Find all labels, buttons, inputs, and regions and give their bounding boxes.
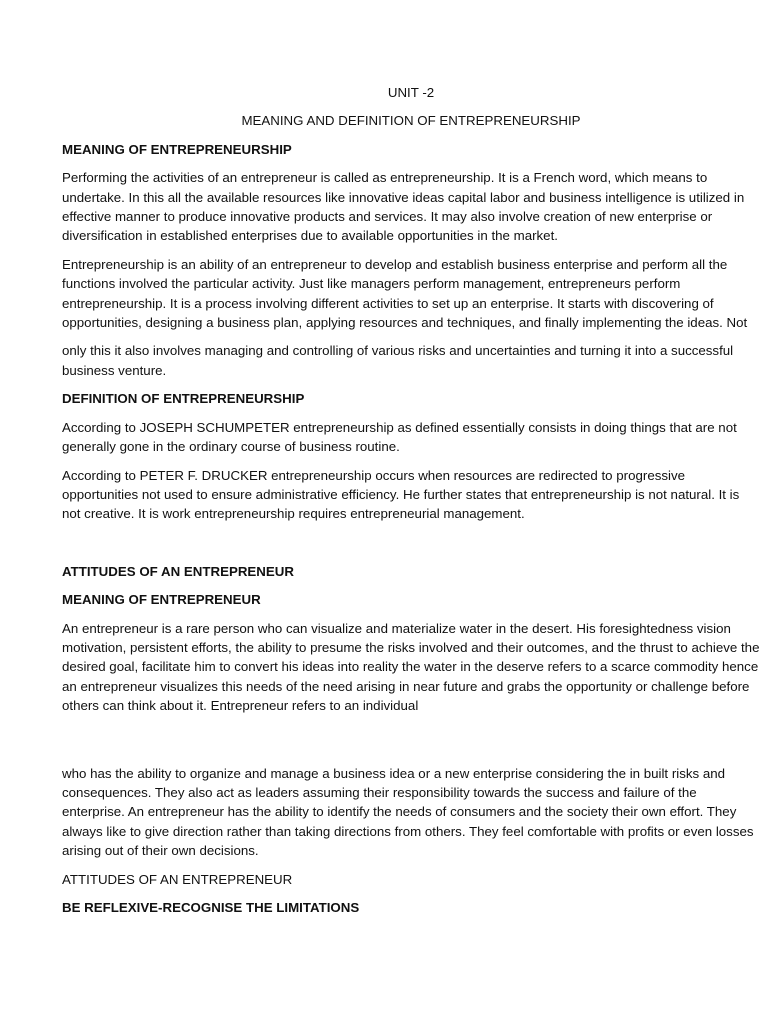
paragraph-definition-schumpeter: According to JOSEPH SCHUMPETER entrepreneurship as defined essentially consists in doing things that are not generally gone in the ordinary course of business routine.: [62, 419, 737, 455]
paragraph-meaning-2: Entrepreneurship is an ability of an entrepreneur to develop and establish business enterprise and perform all the functions involved the particular activity. Just like managers perform management, entrepreneurs perform entrepreneurship. It is a process involving different activities to set up an enterprise. It starts with discovering of opportunities, designing a business plan, applying resources and techniques, and finally implementing the ideas. Not: [62, 256, 748, 331]
heading-attitudes-of-an-entrepreneur: ATTITUDES OF AN ENTREPRENEUR: [62, 563, 294, 579]
unit-label: UNIT -2: [387, 85, 435, 100]
paragraph-definition-drucker: According to PETER F. DRUCKER entrepreneurship occurs when resources are redirected to progressive opportunities not used to ensure administrative efficiency. He further states that entrepreneurship is not natural. It is not creative. It is work entrepreneurship requires entrepreneurial management.: [62, 467, 740, 522]
heading-be-reflexive: BE REFLEXIVE-RECOGNISE THE LIMITATIONS: [62, 900, 360, 915]
paragraph-entrepreneur-2: who has the ability to organize and manage a business idea or a new enterprise considering the in built risks and consequences. They also act as leaders assuming their responsibility towards the success and failure of the enterprise. An entrepreneur has the ability to identify the needs of consumers and the society their own effort. They always like to give direction rather than taking directions from others. They feel comfortable with profits or even losses arising out of their own decisions.: [62, 765, 754, 859]
paragraph-meaning-1: Performing the activities of an entrepreneur is called as entrepreneurship. It is a French word, which means to undertake. In this all the available resources like innovative ideas capital labor and business intelligence is utilized in effective manner to produce innovative products and services. It may also involve creation of new enterprise or diversification in established enterprises due to available opportunities in the market.: [62, 170, 745, 244]
document-title: MEANING AND DEFINITION OF ENTREPRENEURSHIP: [241, 113, 581, 129]
paragraph-entrepreneur-1: An entrepreneur is a rare person who can visualize and materialize water in the desert. His foresightedness vision motivation, persistent efforts, the ability to presume the risks involved and their outcomes, and the thrust to achieve the desired goal, facilitate him to convert his ideas into reality the water in the deserve refers to a scarce commodity hence an entrepreneur visualizes this needs of the need arising in near future and grabs the opportunity or challenge before others can think about it. Entrepreneur refers to an individual: [62, 620, 760, 714]
spacer: [62, 533, 760, 562]
heading-meaning-of-entrepreneur: MEANING OF ENTREPRENEUR: [62, 592, 261, 608]
paragraph-meaning-3: only this it also involves managing and controlling of various risks and uncertainties and turning it into a successful business venture.: [62, 343, 734, 378]
spacer: [62, 725, 760, 764]
heading-definition-of-entrepreneurship: DEFINITION OF ENTREPRENEURSHIP: [62, 391, 305, 407]
document-body: [62, 83, 760, 926]
heading-meaning-of-entrepreneurship: MEANING OF ENTREPRENEURSHIP: [62, 141, 292, 157]
subheading-attitudes-of-an-entrepreneur: ATTITUDES OF AN ENTREPRENEUR: [62, 871, 293, 887]
